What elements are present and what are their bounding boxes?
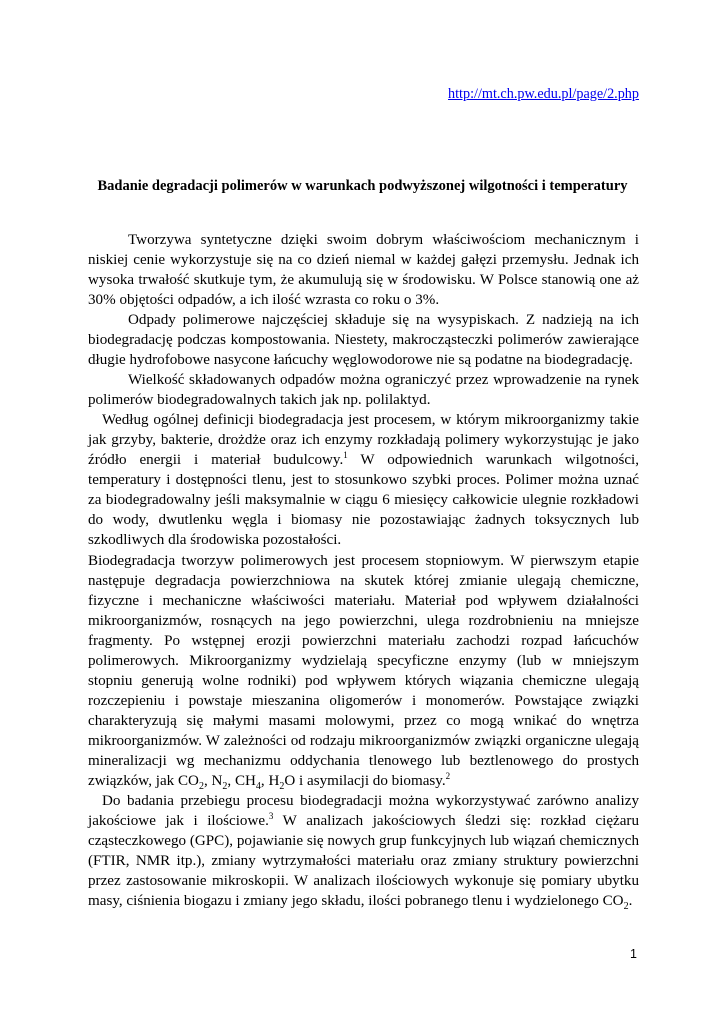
- paragraph-5-text-e: O i asymilacji do biomasy.: [284, 773, 446, 789]
- section-biodegradation: [88, 551, 639, 911]
- document-title: Badanie degradacji polimerów w warunkach podwyższonej wilgotności i temperatury: [97, 178, 628, 194]
- paragraph-6: [88, 791, 639, 911]
- paragraph-6-text-c: .: [628, 893, 633, 909]
- footnote-ref-1: 1: [343, 449, 348, 460]
- paragraph-4-text-a: Według ogólnej definicji biodegradacja jest procesem, w którym mikroorganizmy takie jak grzyby, bakterie, drożdże oraz ich enzymy rozkładają polimery wykorzystując je jako źródło energii i materiał budulcowy.: [88, 412, 639, 468]
- paragraph-1: Tworzywa syntetyczne dzięki swoim dobrym właściwościom mechanicznym i niskiej cenie wykorzystuje się na co dzień niemal w każdej gałęzi przemysłu. Jednak ich wysoka trwałość skutkuje tym, że akumulują się w środowisku. W Polsce stanowią one aż 30% objętości odpadów, a ich ilość wzrasta co roku o 3%.: [88, 232, 639, 308]
- header-url-link[interactable]: http://mt.ch.pw.edu.pl/page/2.php: [448, 86, 639, 102]
- paragraph-4-text-b: W odpowiednich warunkach wilgotności, temperatury i dostępności tlenu, jest to stosunkowo szybki proces. Polimer można uznać za biodegradowalny jeśli maksymalnie w ciągu 6 miesięcy całkowicie ulegnie rozkładowi do wody, dwutlenku węgla i biomasy nie pozostawiając żadnych toksycznych lub szkodliwych dla środowiska pozostałości.: [88, 452, 639, 548]
- page-number: 1: [630, 947, 637, 961]
- paragraph-5-text-d: , H: [260, 773, 280, 789]
- footnote-ref-3: 3: [268, 810, 274, 821]
- subscript-h2o: 2: [279, 781, 285, 793]
- paragraph-2: Odpady polimerowe najczęściej składuje się na wysypiskach. Z nadzieją na ich biodegradację podczas kompostowania. Niestety, makrocząsteczki polimerów zawierające długie hydrofobowe nasycone łańcuchy węglowodorowe nie są podatne na biodegradację.: [88, 312, 639, 368]
- subscript-co2: 2: [198, 781, 204, 793]
- paragraph-5-text-a: Biodegradacja tworzyw polimerowych jest procesem stopniowym. W pierwszym etapie następuje degradacja powierzchniowa na skutek której zmianie ulegają chemiczne, fizyczne i mechaniczne właściwości materiału. Materiał pod wpływem działalności mikroorganizmów, rosnących na jego powierzchni, ulega rozdrobnieniu na mniejsze fragmenty. Po wstępnej erozji powierzchni materiału zachodzi rozpad łańcuchów polimerowych. Mikroorganizmy wydzielają specyficzne enzymy (lub w mniejszym stopniu generują wolne rodniki) pod wpływem których wiązania chemiczne ulegają rozczepieniu i powstaje mieszanina oligomerów i monomerów. Powstające związki charakteryzują się małymi masami molowymi, przez co mogą wnikać do wnętrza mikroorganizmów. W zależności od rodzaju mikroorganizmów związki organiczne ulegają mineralizacji wg mechanizmu oddychania tlenowego lub beztlenowego do prostych związków, jak CO: [88, 553, 639, 789]
- section-intro: [88, 230, 639, 550]
- subscript-ch4: 4: [255, 781, 261, 793]
- subscript-n2: 2: [222, 781, 228, 793]
- subscript-co2-final: 2: [623, 901, 629, 913]
- paragraph-6-text-a: Do badania przebiegu procesu biodegradacji można wykorzystywać zarówno analizy jakościowe jak i ilościowe.: [88, 793, 639, 829]
- paragraph-5-text-c: , CH: [227, 773, 256, 789]
- paragraph-5: [88, 551, 639, 791]
- paragraph-3: Wielkość składowanych odpadów można ograniczyć przez wprowadzenie na rynek polimerów biodegradowalnych takich jak np. polilaktyd.: [88, 372, 639, 408]
- footnote-ref-2: 2: [445, 770, 451, 781]
- paragraph-6-text-b: W analizach jakościowych śledzi się: rozkład ciężaru cząsteczkowego (GPC), pojawianie się nowych grup funkcyjnych lub wiązań chemicznych (FTIR, NMR itp.), zmiany wytrzymałości materiału oraz zmiany struktury powierzchni przez zastosowanie mikroskopii. W analizach ilościowych wykonuje się pomiary ubytku masy, ciśnienia biogazu i zmiany jego składu, ilości pobranego tlenu i wydzielonego CO: [88, 813, 639, 909]
- paragraph-5-text-b: , N: [203, 773, 223, 789]
- paragraph-4: [88, 410, 639, 550]
